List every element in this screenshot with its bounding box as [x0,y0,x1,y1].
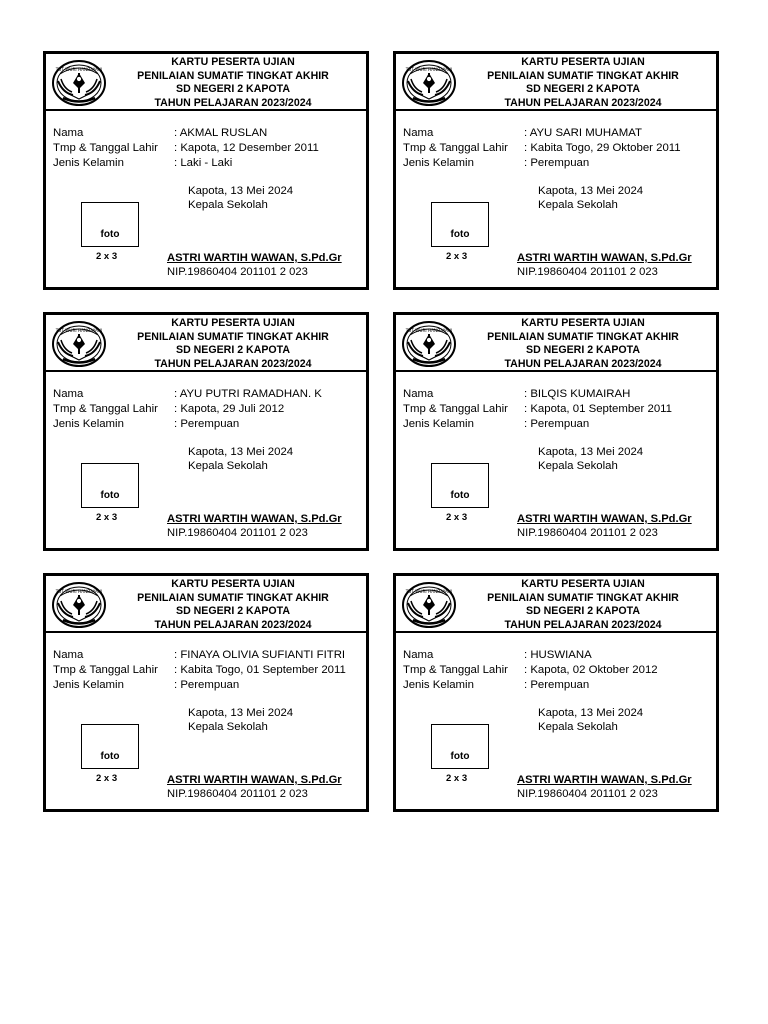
photo-label: foto [450,751,470,762]
gender-row [403,678,589,692]
card-title-line: KARTU PESERTA UJIAN [171,317,295,329]
gender-value: : Perempuan [524,418,590,430]
student-name: : AYU SARI MUHAMAT [524,127,642,139]
card-header [46,315,366,372]
svg-text:TUT WURI HANDAYANI: TUT WURI HANDAYANI [55,67,103,72]
card-title-line: TAHUN PELAJARAN 2023/2024 [154,96,312,109]
birth-label: Tmp & Tanggal Lahir [403,403,508,415]
photo-box [81,724,139,769]
svg-text:TUT WURI HANDAYANI: TUT WURI HANDAYANI [405,589,453,594]
principal-nip: NIP.19860404 201101 2 023 [167,788,308,800]
birth-label: Tmp & Tanggal Lahir [53,403,158,415]
photo-label: foto [100,229,120,240]
birth-label: Tmp & Tanggal Lahir [53,664,158,676]
card-header [396,315,716,372]
principal-name: ASTRI WARTIH WAWAN, S.Pd.Gr [517,513,692,525]
issue-place-date: Kapota, 13 Mei 2024 [538,707,644,719]
issue-place-date: Kapota, 13 Mei 2024 [538,446,644,458]
principal-name: ASTRI WARTIH WAWAN, S.Pd.Gr [167,252,342,264]
exam-card [393,312,719,551]
name-row [53,387,322,401]
student-name: : BILQIS KUMAIRAH [524,388,631,400]
photo-box [81,202,139,247]
name-row [403,648,592,662]
principal-nip: NIP.19860404 201101 2 023 [167,527,308,539]
name-row [403,126,642,140]
photo-size: 2 x 3 [96,512,118,523]
birth-row [53,402,284,416]
gender-value: : Perempuan [524,157,590,169]
gender-value: : Perempuan [524,679,590,691]
card-title-line: PENILAIAN SUMATIF TINGKAT AKHIR [487,330,679,343]
birth-row [403,141,681,155]
svg-text:TUT WURI HANDAYANI: TUT WURI HANDAYANI [55,589,103,594]
photo-box [431,463,489,508]
signer-role: Kepala Sekolah [188,460,268,472]
card-title-line: PENILAIAN SUMATIF TINGKAT AKHIR [137,330,329,343]
card-header [396,576,716,633]
gender-label: Jenis Kelamin [403,418,474,430]
photo-label: foto [100,490,120,501]
photo-size: 2 x 3 [96,773,118,784]
name-label: Nama [53,649,84,661]
principal-name: ASTRI WARTIH WAWAN, S.Pd.Gr [517,774,692,786]
signer-role: Kepala Sekolah [188,721,268,733]
card-title-line: TAHUN PELAJARAN 2023/2024 [154,357,312,370]
birth-label: Tmp & Tanggal Lahir [403,142,508,154]
card-title-line: SD NEGERI 2 KAPOTA [526,344,640,357]
name-label: Nama [403,127,434,139]
birth-label: Tmp & Tanggal Lahir [53,142,158,154]
name-label: Nama [403,649,434,661]
issue-place-date: Kapota, 13 Mei 2024 [188,707,294,719]
gender-value: : Perempuan [174,418,240,430]
card-title-line: TAHUN PELAJARAN 2023/2024 [154,618,312,631]
exam-card [43,312,369,551]
card-title-line: PENILAIAN SUMATIF TINGKAT AKHIR [487,591,679,604]
student-name: : HUSWIANA [524,649,592,661]
exam-card [393,51,719,290]
svg-text:TUT WURI HANDAYANI: TUT WURI HANDAYANI [405,328,453,333]
gender-label: Jenis Kelamin [53,157,124,169]
gender-row [53,678,239,692]
birth-place-date: : Kapota, 29 Juli 2012 [174,403,285,415]
photo-box [81,463,139,508]
issue-place-date: Kapota, 13 Mei 2024 [538,185,644,197]
signer-role: Kepala Sekolah [538,721,618,733]
card-title [106,56,360,110]
gender-label: Jenis Kelamin [53,679,124,691]
card-header [46,54,366,111]
exam-card [43,51,369,290]
birth-label: Tmp & Tanggal Lahir [403,664,508,676]
card-title-line: PENILAIAN SUMATIF TINGKAT AKHIR [137,69,329,82]
signer-role: Kepala Sekolah [538,199,618,211]
card-title [106,578,360,632]
photo-size: 2 x 3 [96,251,118,262]
issue-place-date: Kapota, 13 Mei 2024 [188,185,294,197]
card-title [456,578,710,632]
principal-name: ASTRI WARTIH WAWAN, S.Pd.Gr [167,774,342,786]
svg-text:TUT WURI HANDAYANI: TUT WURI HANDAYANI [405,67,453,72]
birth-place-date: : Kapota, 02 Oktober 2012 [524,664,658,676]
gender-value: : Perempuan [174,679,240,691]
tut-wuri-handayani-logo-icon [51,581,107,629]
birth-row [403,402,672,416]
tut-wuri-handayani-logo-icon [51,59,107,107]
photo-size: 2 x 3 [446,512,468,523]
photo-label: foto [450,229,470,240]
gender-row [53,156,232,170]
name-label: Nama [403,388,434,400]
gender-value: : Laki - Laki [174,157,233,169]
student-name: : FINAYA OLIVIA SUFIANTI FITRI [174,649,346,661]
svg-text:TUT WURI HANDAYANI: TUT WURI HANDAYANI [55,328,103,333]
tut-wuri-handayani-logo-icon [401,59,457,107]
birth-place-date: : Kabita Togo, 29 Oktober 2011 [524,142,681,154]
principal-nip: NIP.19860404 201101 2 023 [517,266,658,278]
birth-row [53,663,346,677]
issue-place-date: Kapota, 13 Mei 2024 [188,446,294,458]
signer-role: Kepala Sekolah [538,460,618,472]
card-title [456,317,710,371]
principal-nip: NIP.19860404 201101 2 023 [517,527,658,539]
student-name: : AKMAL RUSLAN [174,127,268,139]
birth-row [403,663,658,677]
student-name: : AYU PUTRI RAMADHAN. K [174,388,322,400]
photo-box [431,724,489,769]
gender-label: Jenis Kelamin [403,679,474,691]
birth-place-date: : Kapota, 12 Desember 2011 [174,142,319,154]
gender-label: Jenis Kelamin [53,418,124,430]
photo-label: foto [450,490,470,501]
name-row [53,648,345,662]
gender-row [403,156,589,170]
card-title [106,317,360,371]
photo-size: 2 x 3 [446,251,468,262]
card-title [456,56,710,110]
card-title-line: SD NEGERI 2 KAPOTA [526,605,640,618]
birth-place-date: : Kabita Togo, 01 September 2011 [174,664,346,676]
gender-row [403,417,589,431]
card-title-line: KARTU PESERTA UJIAN [521,317,645,329]
card-header [46,576,366,633]
card-title-line: SD NEGERI 2 KAPOTA [176,344,290,357]
birth-row [53,141,319,155]
card-title-line: SD NEGERI 2 KAPOTA [176,605,290,618]
principal-name: ASTRI WARTIH WAWAN, S.Pd.Gr [167,513,342,525]
principal-nip: NIP.19860404 201101 2 023 [517,788,658,800]
photo-size: 2 x 3 [446,773,468,784]
photo-box [431,202,489,247]
card-title-line: SD NEGERI 2 KAPOTA [176,83,290,96]
principal-nip: NIP.19860404 201101 2 023 [167,266,308,278]
card-title-line: SD NEGERI 2 KAPOTA [526,83,640,96]
card-title-line: PENILAIAN SUMATIF TINGKAT AKHIR [137,591,329,604]
name-row [403,387,630,401]
name-label: Nama [53,127,84,139]
card-title-line: TAHUN PELAJARAN 2023/2024 [504,357,662,370]
tut-wuri-handayani-logo-icon [51,320,107,368]
card-title-line: KARTU PESERTA UJIAN [171,578,295,590]
card-header [396,54,716,111]
principal-name: ASTRI WARTIH WAWAN, S.Pd.Gr [517,252,692,264]
photo-label: foto [100,751,120,762]
exam-card [43,573,369,812]
name-label: Nama [53,388,84,400]
gender-label: Jenis Kelamin [403,157,474,169]
card-title-line: KARTU PESERTA UJIAN [521,56,645,68]
card-title-line: PENILAIAN SUMATIF TINGKAT AKHIR [487,69,679,82]
birth-place-date: : Kapota, 01 September 2011 [524,403,672,415]
gender-row [53,417,239,431]
card-title-line: KARTU PESERTA UJIAN [171,56,295,68]
signer-role: Kepala Sekolah [188,199,268,211]
card-title-line: TAHUN PELAJARAN 2023/2024 [504,96,662,109]
card-title-line: KARTU PESERTA UJIAN [521,578,645,590]
tut-wuri-handayani-logo-icon [401,320,457,368]
tut-wuri-handayani-logo-icon [401,581,457,629]
card-title-line: TAHUN PELAJARAN 2023/2024 [504,618,662,631]
name-row [53,126,267,140]
exam-card [393,573,719,812]
